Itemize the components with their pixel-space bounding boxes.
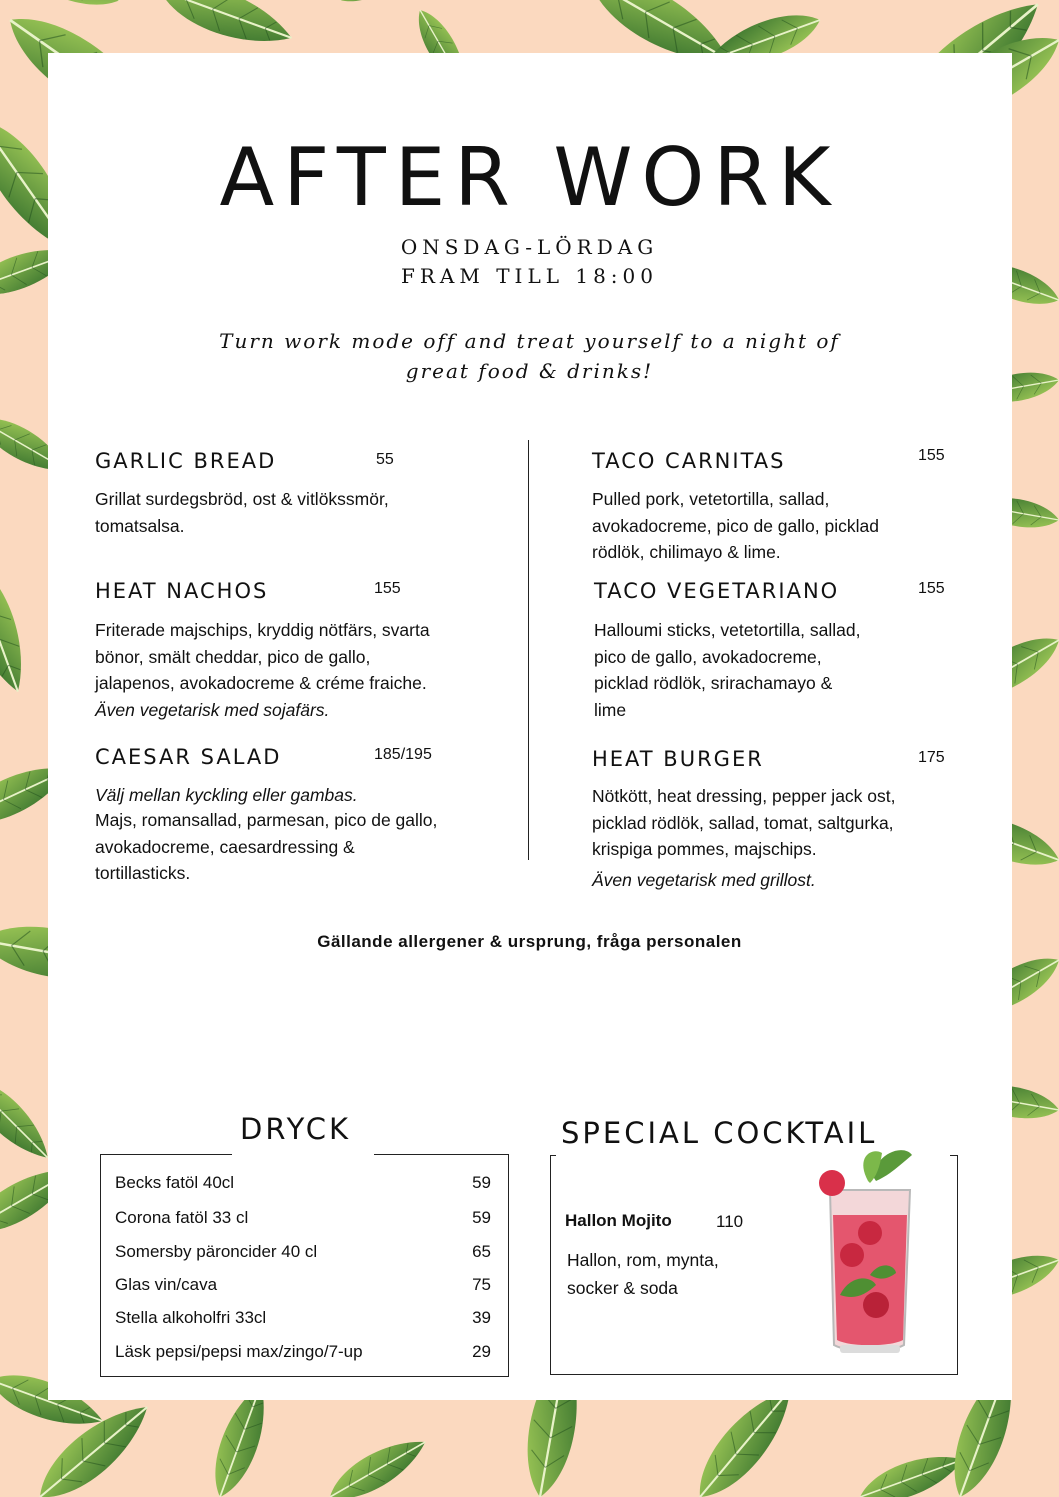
raspberry-mojito-glass-icon (810, 1145, 920, 1360)
item-price-heat-burger: 175 (918, 749, 945, 766)
drink-row: Stella alkoholfri 33cl 39 (115, 1308, 491, 1327)
item-name-caesar-salad: CAESAR SALAD (95, 745, 282, 769)
time-label: FRAM TILL 18:00 (400, 264, 658, 288)
item-price-garlic-bread: 55 (376, 451, 394, 468)
cocktail-name: Hallon Mojito (565, 1211, 672, 1230)
drink-row: Läsk pepsi/pepsi max/zingo/7-up 29 (115, 1342, 491, 1361)
cocktail-price: 110 (716, 1212, 744, 1231)
item-name-taco-carnitas: TACO CARNITAS (592, 449, 786, 473)
days-label: ONSDAG-LÖRDAG (400, 235, 659, 259)
item-name-heat-burger: HEAT BURGER (592, 747, 764, 771)
drink-row: Becks fatöl 40cl 59 (115, 1173, 491, 1192)
item-note-heat-nachos: Även vegetarisk med sojafärs. (95, 699, 330, 720)
drink-row: Corona fatöl 33 cl 59 (115, 1208, 491, 1227)
item-name-taco-vegetariano: TACO VEGETARIANO (594, 579, 840, 603)
item-desc-taco-carnitas: Pulled pork, vetetortilla, sallad, avokadocreme, pico de gallo, picklad rödlök, chilimayo & lime. (592, 489, 879, 562)
allergen-note: Gällande allergener & ursprung, fråga personalen (317, 932, 742, 951)
item-price-caesar-salad: 185/195 (374, 746, 432, 763)
item-note-heat-burger: Även vegetarisk med grillost. (592, 869, 816, 890)
item-note-caesar-salad: Välj mellan kyckling eller gambas. (95, 785, 358, 805)
drink-row: Somersby päroncider 40 cl 65 (115, 1242, 491, 1261)
item-name-garlic-bread: GARLIC BREAD (95, 449, 277, 473)
item-price-taco-vegetariano: 155 (918, 580, 945, 597)
item-desc-garlic-bread: Grillat surdegsbröd, ost & vitlökssmör, tomatsalsa. (95, 489, 389, 536)
tagline-line-1: Turn work mode off and treat yourself to a night of (219, 329, 840, 353)
item-name-heat-nachos: HEAT NACHOS (95, 579, 269, 603)
page-title: AFTER WORK (219, 131, 840, 224)
item-price-heat-nachos: 155 (374, 580, 401, 597)
item-desc-heat-burger: Nötkött, heat dressing, pepper jack ost, picklad rödlök, sallad, tomat, saltgurka, krispiga pommes, majschips. Även vegetarisk med grillost. (592, 783, 896, 893)
item-desc-taco-vegetariano: Halloumi sticks, vetetortilla, sallad, pico de gallo, avokadocreme, picklad rödlök, srirachamayo & lime (594, 620, 861, 720)
cocktail-title: SPECIAL COCKTAIL (561, 1116, 878, 1150)
item-desc-caesar-salad: Välj mellan kyckling eller gambas. Majs, romansallad, parmesan, pico de gallo, avokadocreme, caesardressing & tortillasticks. (95, 785, 438, 883)
cocktail-desc: Hallon, rom, mynta, socker & soda (567, 1250, 719, 1298)
item-price-taco-carnitas: 155 (918, 447, 945, 464)
tagline-line-2: great food & drinks! (405, 359, 654, 383)
item-desc-heat-nachos: Friterade majschips, kryddig nötfärs, svarta bönor, smält cheddar, pico de gallo, jalapenos, avokadocreme & créme fraiche. Även vegetarisk med sojafärs. (95, 617, 430, 723)
drink-row: Glas vin/cava 75 (115, 1275, 491, 1294)
drinks-title: DRYCK (240, 1112, 352, 1146)
column-divider (528, 440, 529, 860)
